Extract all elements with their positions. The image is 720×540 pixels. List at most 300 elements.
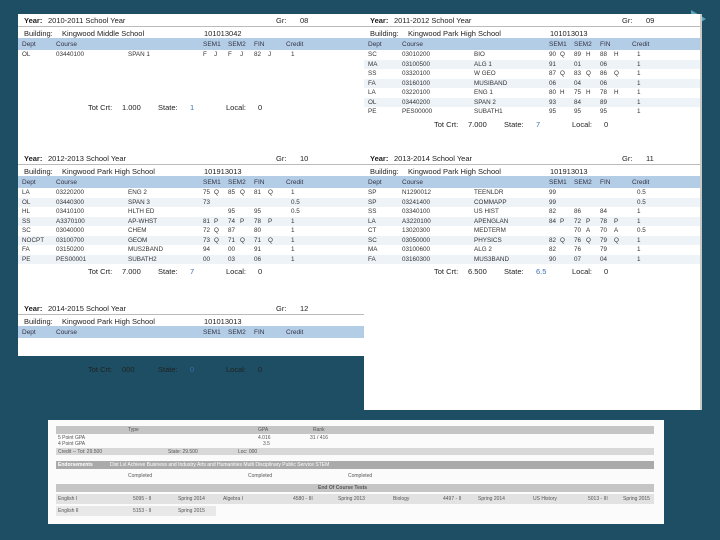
cell-fin: 06 (254, 255, 262, 263)
cell-s1b: J (214, 51, 218, 58)
year-row (364, 152, 702, 164)
cell-name: SPAN 1 (128, 51, 150, 58)
cell-name: COMMAPP (474, 198, 507, 206)
building-label: Building: (24, 317, 53, 326)
cell-dept: OL (22, 51, 31, 58)
cell-name: ENG 1 (474, 89, 493, 96)
cell-s2: 84 (574, 98, 582, 106)
total-credit-label: Tot Crt: (434, 119, 459, 129)
table-row (364, 60, 702, 70)
totals-row (364, 264, 702, 278)
grade-value: 10 (300, 154, 309, 163)
cell-s1: 73 (203, 236, 211, 244)
credit-bar (56, 448, 654, 455)
table-row (364, 217, 702, 227)
cell-s1: 80 (549, 89, 557, 96)
cell-name: SUBATH2 (128, 255, 157, 263)
cell-name: SPAN 3 (128, 198, 150, 206)
eoc-score: 5153 - II (133, 508, 152, 514)
cell-credit: 0.5 (291, 198, 300, 206)
col-sem1: SEM1 (203, 329, 221, 336)
cell-dept: FA (368, 255, 376, 263)
total-credit-value: 7.000 (122, 267, 141, 276)
cell-dept: SP (368, 198, 377, 206)
total-credit-value: 6.500 (468, 267, 487, 276)
year-panel-2011 (364, 14, 702, 131)
col-course: Course (56, 41, 77, 48)
col-fin: FIN (254, 329, 265, 336)
table-row (364, 226, 702, 236)
cell-finb: Q (614, 70, 619, 77)
grade-value: 11 (646, 154, 654, 163)
totals-row (18, 100, 368, 114)
table-header (18, 326, 368, 338)
cell-name: W GEO (474, 70, 496, 77)
school-year: 2010-2011 School Year (48, 16, 126, 25)
table-row (18, 188, 368, 198)
year-label: Year: (370, 154, 389, 163)
cell-name: PHYSICS (474, 236, 502, 244)
eoc-subject: Algebra I (223, 496, 244, 502)
local-value: 0 (258, 267, 263, 276)
cell-s2: 89 (574, 51, 582, 58)
state-value: 1 (190, 102, 195, 112)
table-body (18, 188, 368, 264)
cell-s2b: Q (240, 236, 245, 244)
year-label: Year: (24, 154, 43, 163)
grade-value: 12 (300, 304, 309, 313)
cell-s2: 74 (228, 217, 236, 225)
building-row (18, 26, 368, 38)
col-fin: FIN (254, 179, 265, 186)
completed-3: Completed (348, 473, 373, 479)
cell-fin: 04 (600, 255, 608, 263)
cell-credit: 1 (291, 189, 295, 196)
school-year: 2011-2012 School Year (394, 16, 472, 25)
totals-row (18, 264, 368, 278)
table-row (364, 207, 702, 217)
cell-s2b: H (586, 89, 591, 96)
cell-fin: 78 (600, 217, 608, 225)
table-header (18, 38, 368, 50)
cell-code: PES00001 (56, 255, 87, 263)
cell-code: N1290012 (402, 189, 432, 196)
grade-value: 08 (300, 16, 309, 25)
col-fin: FIN (600, 179, 611, 186)
cell-s1: 87 (549, 70, 557, 77)
cell-code: 03010200 (402, 51, 431, 58)
year-row (18, 152, 368, 164)
cell-credit: 1 (637, 79, 641, 87)
table-row (18, 207, 368, 217)
cell-code: 03040000 (56, 227, 85, 234)
cell-s2: 72 (574, 217, 582, 225)
cell-code: 03440100 (56, 51, 85, 58)
cell-fin: 71 (254, 236, 262, 244)
cell-s1b: Q (560, 236, 565, 244)
gpa4-type: 4 Point GPA (58, 441, 86, 447)
table-header (18, 176, 368, 188)
cell-s2: 04 (574, 79, 582, 87)
cell-s1: 90 (549, 255, 557, 263)
cell-credit: 1 (291, 227, 295, 234)
totals-row (364, 117, 702, 131)
building-id: 101013013 (204, 317, 242, 326)
total-credit-label: Tot Crt: (88, 102, 113, 112)
gpa5-value: 4.016 (258, 435, 271, 441)
cell-fin: 79 (600, 236, 608, 244)
year-label: Year: (370, 16, 389, 25)
cell-s2: 70 (574, 227, 582, 234)
cell-finb: A (614, 227, 619, 234)
cell-name: SUBATH1 (474, 108, 503, 115)
table-row (364, 50, 702, 60)
cell-credit: 1 (291, 255, 295, 263)
building-name: Kingwood Park High School (62, 317, 155, 326)
local-label: Local: (226, 365, 247, 374)
scan-edge (700, 14, 702, 410)
cell-name: ALG 1 (474, 60, 492, 68)
year-panel-2013 (364, 152, 702, 278)
credit-local: Loc: 000 (238, 449, 258, 455)
cell-s2: 95 (574, 108, 582, 115)
cell-finb: Q (614, 236, 619, 244)
building-name: Kingwood Middle School (62, 29, 145, 38)
totals-row (18, 362, 368, 376)
table-empty-space (18, 60, 368, 100)
cell-credit: 1 (637, 246, 641, 253)
total-credit-value: 000 (122, 365, 135, 374)
cell-dept: OL (368, 98, 377, 106)
cell-dept: LA (368, 217, 376, 225)
cell-s2: 83 (574, 70, 582, 77)
col-course: Course (402, 41, 423, 48)
cell-s2b: Q (240, 189, 245, 196)
school-year: 2014-2015 School Year (48, 304, 126, 313)
col-credit: Credit (286, 329, 304, 336)
state-label: State: (504, 119, 524, 129)
table-body (18, 50, 368, 60)
eoc-score: 4580 - III (293, 496, 313, 502)
table-row (364, 236, 702, 246)
building-label: Building: (370, 29, 399, 38)
eoc-term: Spring 2015 (178, 508, 205, 514)
cell-code: 03440200 (402, 98, 431, 106)
cell-fin: 78 (600, 89, 608, 96)
building-name: Kingwood Park High School (62, 167, 155, 176)
cell-name: SPAN 2 (474, 98, 496, 106)
cell-code: 03440300 (56, 198, 85, 206)
cell-dept: PE (368, 108, 377, 115)
grade-label: Gr: (622, 154, 633, 163)
col-course: Course (56, 179, 77, 186)
table-row (364, 107, 702, 117)
cell-s2: 71 (228, 236, 236, 244)
local-label: Local: (572, 267, 593, 276)
col-sem1: SEM1 (549, 179, 567, 186)
col-fin: FIN (600, 41, 611, 48)
cell-credit: 0.5 (291, 208, 300, 215)
cell-dept: SS (22, 217, 31, 225)
cell-s1: 93 (549, 98, 557, 106)
cell-dept: SC (368, 236, 377, 244)
building-id: 101913013 (550, 167, 588, 176)
state-label: State: (158, 102, 178, 112)
col-credit: Credit (286, 179, 304, 186)
cell-dept: SS (368, 208, 377, 215)
cell-dept: FA (22, 246, 30, 253)
cell-name: US HIST (474, 208, 499, 215)
year-panel-2010 (18, 14, 368, 114)
building-row (364, 164, 702, 176)
cell-credit: 1 (291, 236, 295, 244)
cell-name: BIO (474, 51, 485, 58)
year-row (18, 302, 368, 314)
cell-fin: 95 (254, 208, 262, 215)
cell-s2b: J (240, 51, 244, 58)
cell-s1: 84 (549, 217, 557, 225)
eoc-subject: Biology (393, 496, 410, 502)
cell-name: MUS2BAND (128, 246, 163, 253)
local-value: 0 (604, 267, 609, 276)
table-row (364, 255, 702, 265)
state-label: State: (504, 267, 524, 276)
table-body (364, 50, 702, 117)
col-dept: Dept (22, 329, 36, 336)
cell-credit: 1 (637, 236, 641, 244)
cell-dept: OL (22, 198, 31, 206)
cell-code: 03241400 (402, 198, 431, 206)
cell-dept: MA (368, 246, 378, 253)
local-label: Local: (226, 102, 247, 112)
cell-name: CHEM (128, 227, 147, 234)
cell-s2: 86 (574, 208, 582, 215)
table-row (364, 69, 702, 79)
cell-name: MUS3BAND (474, 255, 509, 263)
completed-2: Completed (248, 473, 273, 479)
cell-credit: 1 (291, 51, 295, 58)
cell-credit: 1 (291, 217, 295, 225)
cell-finb: Q (268, 236, 273, 244)
col-sem2: SEM2 (228, 41, 246, 48)
col-dept: Dept (22, 179, 36, 186)
cell-credit: 1 (637, 51, 641, 58)
cell-s1b: P (214, 217, 219, 225)
grade-value: 09 (646, 16, 655, 25)
cell-credit: 0.5 (637, 227, 646, 234)
cell-code: 03100600 (402, 246, 431, 253)
state-value: 0 (190, 365, 195, 374)
table-row (18, 236, 368, 246)
cell-s2: 85 (228, 189, 236, 196)
cell-s1: 95 (549, 108, 557, 115)
cell-name: GEOM (128, 236, 148, 244)
summary-scan (48, 420, 664, 524)
school-year: 2012-2013 School Year (48, 154, 126, 163)
cell-s2b: P (240, 217, 245, 225)
col-credit: Credit (632, 179, 650, 186)
cell-s2: F (228, 51, 232, 58)
cell-name: HLTH ED (128, 208, 155, 215)
cell-s1b: Q (560, 51, 565, 58)
building-name: Kingwood Park High School (408, 167, 501, 176)
col-sem2: SEM2 (228, 329, 246, 336)
cell-dept: NOCPT (22, 236, 45, 244)
cell-fin: 80 (254, 227, 262, 234)
cell-code: 03220200 (56, 189, 85, 196)
cell-code: 03340100 (402, 208, 431, 215)
cell-credit: 1 (291, 246, 295, 253)
col-sem1: SEM1 (203, 179, 221, 186)
cell-finb: H (614, 89, 619, 96)
cell-credit: 1 (637, 208, 641, 215)
grade-label: Gr: (276, 304, 287, 313)
endorsement-list: Dist Lvl Achieve Business and Industry Arts and Humanities Multi Disciplinary Public Service STEM (110, 462, 330, 468)
eoc-title: End Of Course Tests (318, 485, 368, 491)
cell-name: MEDTERM (474, 227, 506, 234)
cell-s2: 07 (574, 255, 582, 263)
col-fin: FIN (254, 41, 265, 48)
eoc-term: Spring 2015 (623, 496, 650, 502)
cell-credit: 0.5 (637, 198, 646, 206)
credit-total: Credit -- Tot: 29.500 (58, 449, 103, 455)
cell-code: 03320100 (402, 70, 431, 77)
cell-code: 03220100 (402, 89, 431, 96)
grade-label: Gr: (622, 16, 633, 25)
col-course: Course (402, 179, 423, 186)
state-label: State: (158, 365, 178, 374)
cell-name: TEENLDR (474, 189, 504, 196)
table-row (18, 198, 368, 208)
col-credit: Credit (286, 41, 304, 48)
local-value: 0 (604, 119, 609, 129)
building-row (18, 314, 368, 326)
cell-credit: 1 (637, 89, 641, 96)
table-header (364, 176, 702, 188)
cell-s1: 82 (549, 208, 557, 215)
total-credit-value: 7.000 (468, 119, 487, 129)
cell-s2b: Q (586, 70, 591, 77)
cell-s2: 00 (228, 246, 236, 253)
eoc-subject: US History (533, 496, 557, 502)
cell-fin: 79 (600, 246, 608, 253)
building-id: 101913013 (204, 167, 242, 176)
completed-1: Completed (128, 473, 153, 479)
cell-s2: 03 (228, 255, 236, 263)
state-label: State: (158, 267, 178, 276)
cell-s2: 87 (228, 227, 236, 234)
table-header (364, 38, 702, 50)
year-panel-2014 (18, 302, 368, 376)
cell-fin: 95 (600, 108, 608, 115)
cell-dept: FA (368, 79, 376, 87)
cell-s1: 94 (203, 246, 211, 253)
cell-code: PES00000 (402, 108, 433, 115)
cell-dept: SC (22, 227, 31, 234)
cell-fin: 81 (254, 189, 262, 196)
cell-s1: 90 (549, 51, 557, 58)
col-sem1: SEM1 (203, 41, 221, 48)
gpa4-value: 3.5 (263, 441, 270, 447)
cell-s1: 06 (549, 79, 557, 87)
table-row (364, 245, 702, 255)
cell-credit: 1 (637, 98, 641, 106)
cell-code: 03410100 (56, 208, 85, 215)
cell-dept: HL (22, 208, 31, 215)
gpa-header: GPA (258, 427, 269, 433)
rank-header: Rank (313, 427, 325, 433)
cell-s1b: Q (214, 227, 219, 234)
building-row (364, 26, 702, 38)
cell-dept: LA (368, 89, 376, 96)
cell-code: 03050000 (402, 236, 431, 244)
eoc-term: Spring 2013 (338, 496, 365, 502)
cell-s1: 82 (549, 246, 557, 253)
cell-s2: 75 (574, 89, 582, 96)
eoc-score: 5013 - III (588, 496, 608, 502)
cell-code: 13020300 (402, 227, 431, 234)
cell-s1: 75 (203, 189, 211, 196)
total-credit-value: 1.000 (122, 102, 141, 112)
grade-label: Gr: (276, 16, 287, 25)
cell-s1: 00 (203, 255, 211, 263)
cell-dept: PE (22, 255, 31, 263)
table-row (18, 255, 368, 265)
cell-credit: 1 (637, 70, 641, 77)
table-row (364, 188, 702, 198)
year-row (364, 14, 702, 26)
cell-fin: 70 (600, 227, 608, 234)
eoc-subject: English I (58, 496, 78, 502)
year-row (18, 14, 368, 26)
building-label: Building: (370, 167, 399, 176)
cell-finb: Q (268, 189, 273, 196)
cell-credit: 1 (637, 108, 641, 115)
cell-fin: 91 (254, 246, 262, 253)
total-credit-label: Tot Crt: (434, 267, 459, 276)
cell-code: 03100700 (56, 236, 85, 244)
cell-dept: MA (368, 60, 378, 68)
cell-dept: LA (22, 189, 30, 196)
cell-dept: CT (368, 227, 377, 234)
building-id: 101013013 (550, 29, 588, 38)
table-body (364, 188, 702, 264)
transcript-scan-right (364, 14, 702, 410)
table-row (364, 98, 702, 108)
cell-s2: 76 (574, 246, 582, 253)
eoc-term: Spring 2014 (478, 496, 505, 502)
cell-code: 03100500 (402, 60, 431, 68)
cell-s1: 81 (203, 217, 211, 225)
total-credit-label: Tot Crt: (88, 267, 113, 276)
col-dept: Dept (368, 179, 382, 186)
cell-s1: 73 (203, 198, 211, 206)
gpa5-type: 5 Point GPA (58, 435, 86, 441)
cell-name: MUSIBAND (474, 79, 508, 87)
col-dept: Dept (22, 41, 36, 48)
cell-s1: F (203, 51, 207, 58)
col-sem1: SEM1 (549, 41, 567, 48)
cell-code: 03160100 (402, 79, 431, 87)
local-label: Local: (226, 267, 247, 276)
cell-s2b: Q (586, 236, 591, 244)
table-row (364, 79, 702, 89)
cell-s1b: Q (560, 70, 565, 77)
col-credit: Credit (632, 41, 650, 48)
cell-dept: SS (368, 70, 377, 77)
cell-fin: 06 (600, 79, 608, 87)
gpa5-rank: 31 / 416 (310, 435, 329, 441)
